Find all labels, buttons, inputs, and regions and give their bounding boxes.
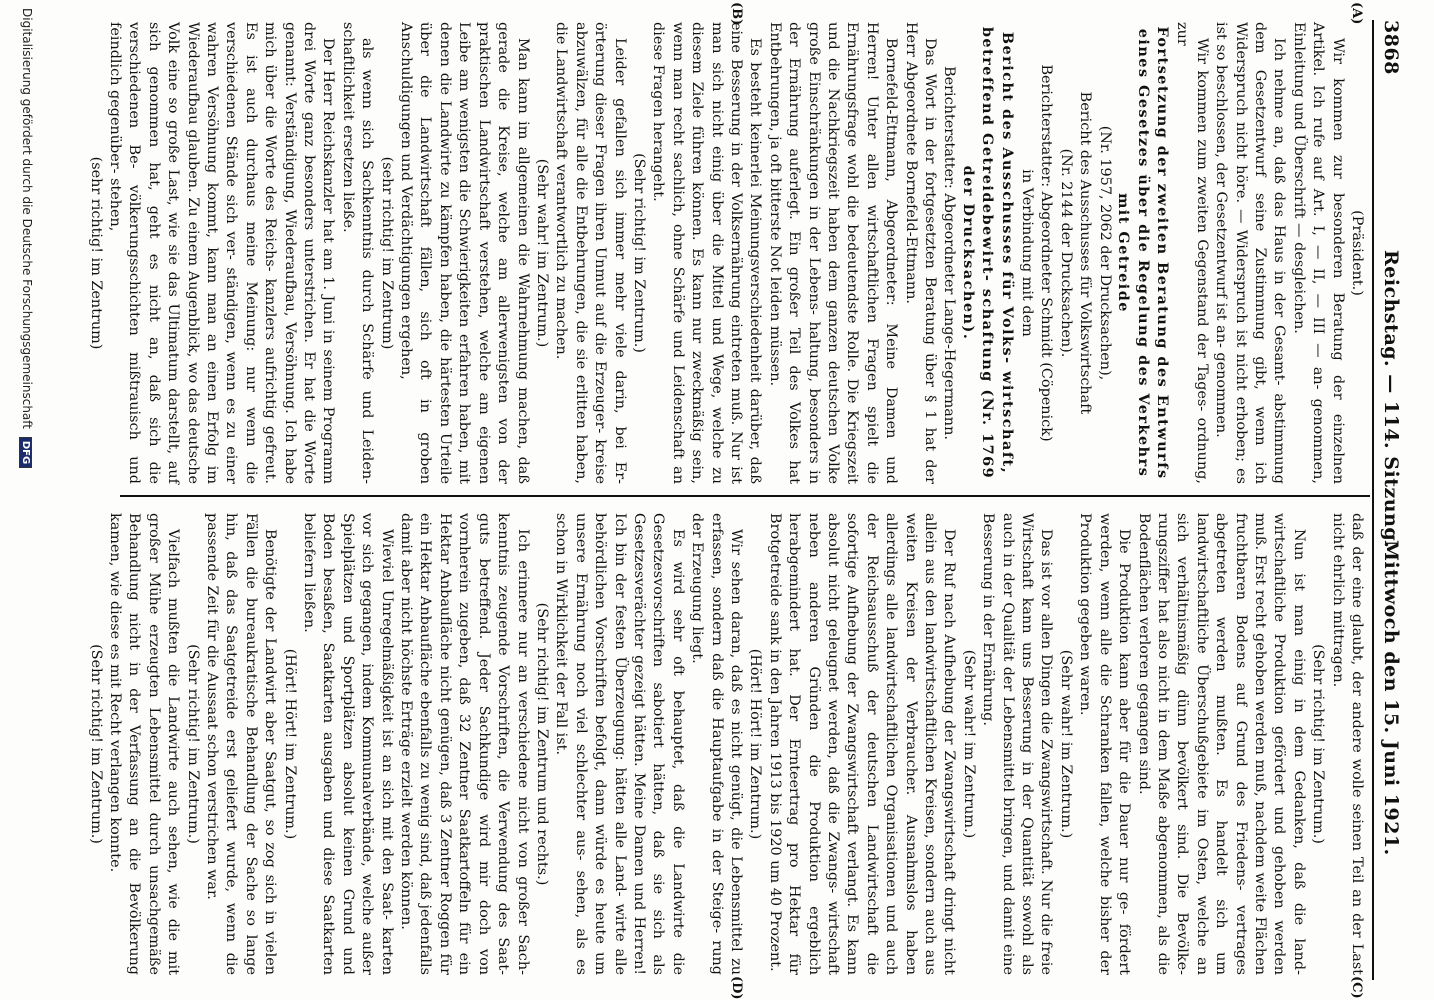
speaker-label: (Präsident.) [1349, 210, 1365, 296]
margin-marker-c: (C) [1349, 976, 1364, 999]
document-reference: (Nr. 1957, 2062 der Drucksachen), [1096, 125, 1113, 381]
paragraph: Die Produktion kann aber für die Dauer nur ge- fördert werden, wenn alle die Schranken fallen, welche bisher der Produktion gegeben waren. [1077, 513, 1133, 975]
right-text-column [85, 513, 1366, 975]
paragraph: Der Ruf nach Aufhebung der Zwangswirtschaft dringt nicht allein aus den landwirtschaftlichen Kreisen, sondern auch aus weiten Kreisen der Verbraucher. Ausnahmslos haben allerdings alle landwirtschaftlichen Organisationen und auch der Reichsausschuß der deutschen Landwirtschaft die sofortige Aufhebung der Zwangswirtschaft verlangt. Es kann absolut nicht geleugnet werden, daß die Zwangs- wirtschaft neben anderen Gründen die Produktion ergeblich herabgemindert hat. Der Ernteertrag pro Hektar für Brotgetreide sank in den Jahren 1913 bis 1920 um 40 Prozent. [766, 513, 958, 975]
paragraph: Der Herr Reichskanzler hat am 1. Juni in seinem Programm drei Worte ganz besonders unterstrichen. Er hat die Worte genannt: Verständigung, Wiederaufbau, Versöhnung. Ich habe mich über die Worte des Reichs- kanzlers aufrichtig gefreut. Es ist auch durchaus meine Meinung: nur wenn die verschiedenen Stände sich ver- ständigen, wenn es zu einer wahren Versöhnung kommt, kann man an einen Erfolg im Wiederaufbau glauben. Zu einem Augenblick, wo das deutsche Volk eine so große Last, wie sie das Ultimatum darstellt, auf sich genommen hat, geht es nicht an, daß sich die verschiedenen Be- völkerungsschichten mißtrauisch und feindlich gegenüber- stehen, [107, 22, 337, 484]
agenda-heading: Fortsetzung der zweiten Beratung des Entwurfs eines Gesetzes über die Regelung des Verkehrs mit Getreide [1115, 26, 1171, 480]
digitization-credit [19, 8, 34, 468]
paragraph: Wieviel Unregelmäßigkeit ist an sich mit den Saat- karten vor sich gegangen, indem Kommunalverbände, welche außer Spielplätzen und Sportplätzen absolut keinen Grund und Boden besaßen, Saatkarten ausgaben und diese Saatkarten beliefern ließen. [301, 513, 395, 975]
margin-marker-a: (A) [1349, 2, 1364, 25]
paragraph: Es besteht keinerlei Meinungsverschiedenheit darüber, daß eine Besserung in der Volksernährung eintreten muß. Nur ist man sich nicht einig über die Mittel und Wege, welche zu diesem Ziele führen können. Es kann nur zweckmäßig sein, wenn man recht sachlich, ohne Schärfe und Leidenschaft an diese Fragen herangeht. [650, 22, 764, 484]
left-text-column [85, 22, 1366, 484]
interjection: (Sehr richtig! im Zentrum.) [87, 644, 104, 844]
paragraph: Das Wort in der fortgesetzten Beratung über § 1 hat der Herr Abgeordnete Bornefeld-Ettmann. [902, 22, 939, 484]
agenda-heading: Bericht des Ausschusses für Volks- wirtschaft, betreffend Getreidebewirt- schaftung (Nr. 1769 der Drucksachen). [959, 26, 1016, 480]
credit-text: Digitalisierung gefördert durch die Deutsche Forschungsgemeinschaft [20, 8, 34, 430]
margin-marker-b: (B) [729, 2, 744, 26]
paragraph: daß der eine glaubt, der andere wolle seinen Teil an der Last nicht ehrlich mittragen. [1329, 513, 1365, 975]
page-header [1374, 20, 1410, 980]
interjection: (Sehr richtig! im Zentrum.) [630, 153, 647, 353]
paragraph: Leider gefallen sich immer mehr viele darin, bei Er- örterung dieser Fragen ihren Unmut auf die Erzeuger- kreise abzuwälzen, für alle die Entbehrungen, die sie erlitten haben, die Landwirtschaft verantwortlich zu machen. [553, 22, 628, 484]
interjection: (Sehr wahr! im Zentrum.) [533, 158, 550, 348]
paragraph: Ich nehme an, daß das Haus in der Gesamt- abstimmung dem Gesetzentwurf seine Zustimmung gibt, wenn ich Widerspruch nicht höre. — Widerspruch ist nicht erhoben; es ist so beschlossen, der Gesetzentwurf ist an- genommen. [1213, 22, 1288, 484]
paragraph: als wenn sich Sachkenntnis durch Schärfe und Leiden- schaftlichkeit ersetzen ließe. [339, 22, 376, 484]
header-divider [1372, 20, 1374, 980]
committee-report: Bericht des Ausschusses für Volkswirtschaft [1077, 91, 1094, 415]
rapporteur: Berichterstatter: Abgeordneter Schmidt (Cöpenick) [1038, 64, 1055, 442]
interjection: (sehr richtig! im Zentrum) [378, 156, 395, 350]
paragraph: Ich erinnere nur an verschiedene nicht von großer Sach- kenntnis zeugende Vorschriften, die Verwendung des Saat- guts betreffend. Jeder Sachkundige wird mir doch von vornherein zugeben, daß 32 Zentner Saatkartoffeln für ein Hektar Anbaufläche nicht genügen, daß 3 Zentner Roggen für ein Hektar Anbaufläche ebenfalls zu wenig sind, daß jedenfalls damit aber nicht höchste Erträge erzielt werden können. [398, 513, 531, 975]
session-date: Mittwoch den 15. Juni 1921. [1380, 540, 1402, 856]
interjection: (sehr richtig! im Zentrum) [87, 156, 104, 350]
paragraph: Man kann im allgemeinen die Wahrnehmung machen, daß gerade die Kreise, welche am allerwenigsten von der praktischen Landwirtschaft verstehen, welche am eigenen Leibe am wenigsten die Schwierigkeiten erfahren haben, mit denen die Landwirte zu kämpfen haben, die härtesten Urteile über die Landwirtschaft fällen, sich oft in groben Anschuldigungen und Verdächtigungen ergehen, [398, 22, 531, 484]
interjection: (Sehr richtig! im Zentrum.) [1310, 644, 1327, 844]
interjection: (Sehr richtig! im Zentrum und rechts.) [533, 602, 550, 886]
paragraph: Es wird sehr oft behauptet, daß die Landwirte die Gesetzesvorschriften sabotiert hätten, daß sie sich als Gesetzesverächter gezeigt hätten. Meine Damen und Herren! Ich bin der festen Überzeugung: hätten alle Land- wirte alle behördlichen Vorschriften befolgt, dann würde es heute um unsere Ernährung noch viel schlechter aus- sehen, als es schon in Wirklichkeit der Fall ist. [553, 513, 686, 975]
document-reference: (Nr. 2144 der Drucksachen). [1057, 148, 1074, 358]
interjection: (Sehr richtig! im Zentrum.) [184, 644, 201, 844]
paragraph: Wir kommen zum zweiten Gegenstand der Tages- ordnung, zur [1174, 22, 1210, 484]
interjection: (Sehr wahr! im Zentrum.) [960, 649, 977, 839]
page-number: 3868 [1380, 20, 1402, 75]
paragraph: Nun ist man einig in dem Gedanken, daß die land- wirtschaftliche Produktion gefördert und gehoben werden muß. Erst recht gehoben werden muß, nachdem weite Flächen fruchtbaren Bodens auf Grund des Friedens- vertrages abgetreten werden mußten. Es handelt sich um landwirtschaftliche Überschußgebiete im Osten, welche an sich verhältnismäßig dünn bevölkert sind. Die Bevölke- rungsziffer hat also nicht in dem Maße abgenommen, als die Bodenflächen verloren gegangen sind. [1135, 513, 1307, 975]
rapporteur: Berichterstatter: Abgeordneter Lange-Hegermann. [941, 66, 958, 440]
paragraph: Vielfach mußten die Landwirte auch sehen, wie die mit großer Mühe erzeugten Lebensmittel durch unsachgemäße Behandlung nicht in der Verfassung an die Bevölkerung kamen, wie diese es mit Recht verlangen konnte. [107, 513, 182, 975]
column-divider [120, 495, 1370, 497]
connector-text: in Verbindung mit dem [1019, 169, 1036, 337]
paragraph: Wir kommen zur besonderen Beratung der einzelnen Artikel. Ich rufe auf Art. I, — II, — III — an- genommen, Einleitung und Überschrift — desgleichen. [1290, 22, 1346, 484]
paragraph: Wir sehen daran, daß es nicht genügt, die Lebensmittel zu erfassen, sondern daß die Hauptaufgabe in der Steige- rung der Erzeugung liegt. [689, 513, 744, 975]
interjection: (Hört! Hört! im Zentrum.) [747, 648, 764, 840]
margin-marker-d: (D) [729, 976, 744, 1000]
paragraph: Das ist vor allen Dingen die Zwangswirtschaft. Nur die freie Wirtschaft kann uns Besserung in der Quantität sowohl als auch in der Qualität der Lebensmittel bringen, und damit eine Besserung in der Ernährung. [980, 513, 1055, 975]
interjection: (Hört! Hört! im Zentrum.) [281, 648, 298, 840]
interjection: (Sehr wahr! im Zentrum.) [1057, 649, 1074, 839]
session-title: Reichstag. — 114. Sitzung. [1380, 250, 1402, 549]
dfg-logo: DFG [19, 437, 32, 468]
paragraph: Benötigte der Landwirt aber Saatgut, so zog sich in vielen Fällen die bureaukratische Behandlung der Sache so lange hin, daß das Saatgetreide erst geliefert wurde, wenn die passende Zeit für die Aussaat schon verstrichen war. [204, 513, 279, 975]
speech-opening: Bornefeld-Ettmann, Abgeordneter: Meine Damen und Herren! Unter allen wirtschaftlichen Fragen spielt die Ernährungsfrage wohl die bedeutendste Rolle. Die Kriegszeit und die Nachkriegszeit haben dem ganzen deutschen Volke große Einschränkungen in der Lebens- haltung, besonders in der Ernährung auferlegt. Ein großer Teil des Volkes hat Entbehrungen, ja oft bitterste Not leiden müssen. [766, 22, 900, 484]
